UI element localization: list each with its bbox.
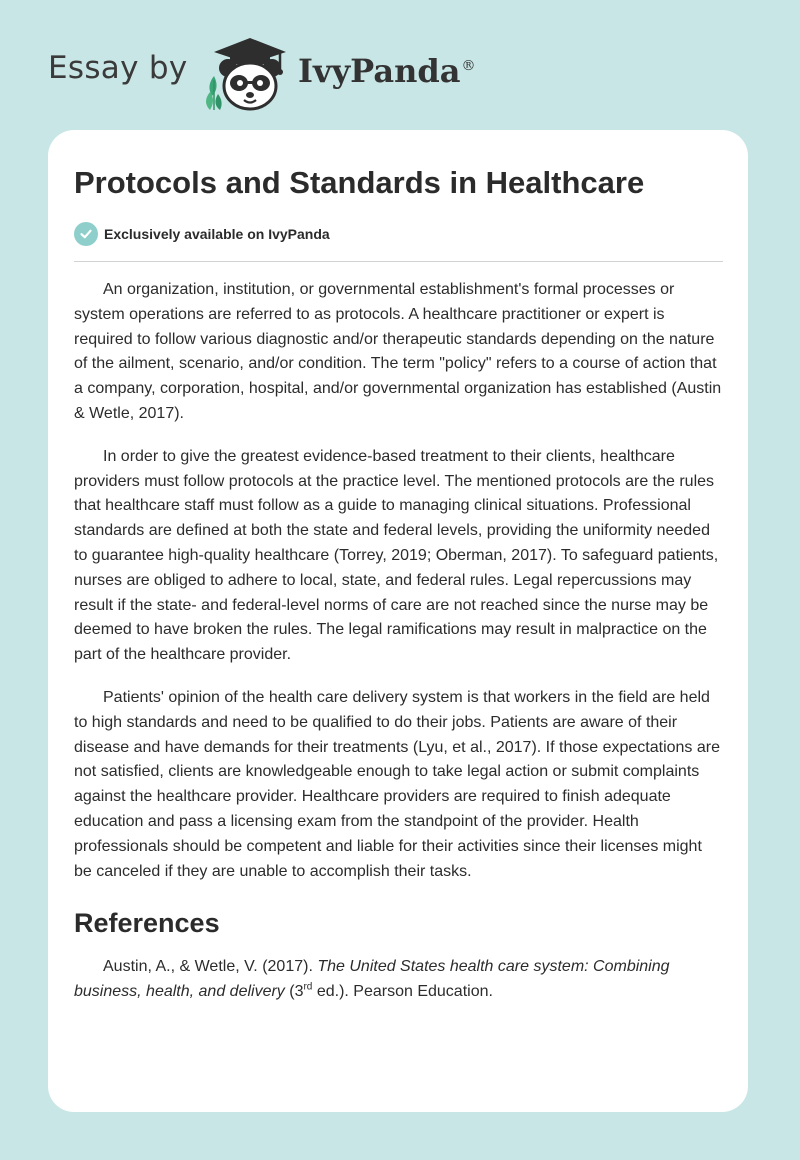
reference-item [74,955,724,1005]
paragraph-1: An organization, institution, or governmental establishment's formal processes or system operations are referred to as protocols. A healthcare practitioner or expert is required to follow various diagnostic and/or therapeutic standards depending on the nature of the ailment, scenario, and/or condition. The term "policy" refers to a course of action that a company, corporation, hospital, and/or governmental organization has established (Austin & Wetle, 2017). [74,281,722,422]
registered-mark: ® [461,58,476,75]
reference-authors: Austin, A., & Wetle, V. (2017). [103,958,318,976]
checkmark-icon [74,222,98,246]
essay-card [48,130,748,1112]
brand-name: IvyPanda [298,52,461,90]
paragraph-3: Patients' opinion of the health care delivery system is that workers in the field are held to high standards and need to be qualified to do their jobs. Patients are aware of their disease and have demands for their treatments (Lyu, et al., 2017). If those expectations are not satisfied, clients are knowledgeable enough to take legal action or submit complaints against the healthcare provider. Healthcare providers are required to finish adequate education and pass a licensing exam from the standpoint of the provider. Health professionals should be competent and liable for their activities since their licenses might be canceled if they are unable to accomplish their tasks. [74,688,720,880]
exclusive-badge-label: Exclusively available on IvyPanda [104,226,330,242]
exclusive-badge [74,222,330,246]
reference-edition-suffix: rd [303,981,313,993]
site-header [0,0,800,130]
reference-edition: (3 [284,983,304,1001]
page-title: Protocols and Standards in Healthcare [74,165,645,200]
essay-body [74,278,724,1023]
title-divider [74,261,723,262]
ivypanda-logo-icon [200,36,296,112]
reference-publisher: ed.). Pearson Education. [312,983,493,1001]
reference-title: The United States health care system: Combining business, health, and delivery [74,958,670,1001]
essay-by-label: Essay by [48,50,188,86]
ivypanda-brand [298,52,475,90]
references-heading: References [74,908,220,939]
paragraph-2: In order to give the greatest evidence-based treatment to their clients, healthcare providers must follow protocols at the practice level. The mentioned protocols are the rules that healthcare staff must follow as a guide to managing clinical situations. Professional standards are defined at both the state and federal levels, providing the uniformity needed to guarantee high-quality healthcare (Torrey, 2019; Oberman, 2017). To safeguard patients, nurses are obliged to adhere to local, state, and federal rules. Legal repercussions may result if the state- and federal-level norms of care are not reached since the nurse may be deemed to have broken the rules. The legal ramifications may result in malpractice on the part of the healthcare provider. [74,447,719,664]
